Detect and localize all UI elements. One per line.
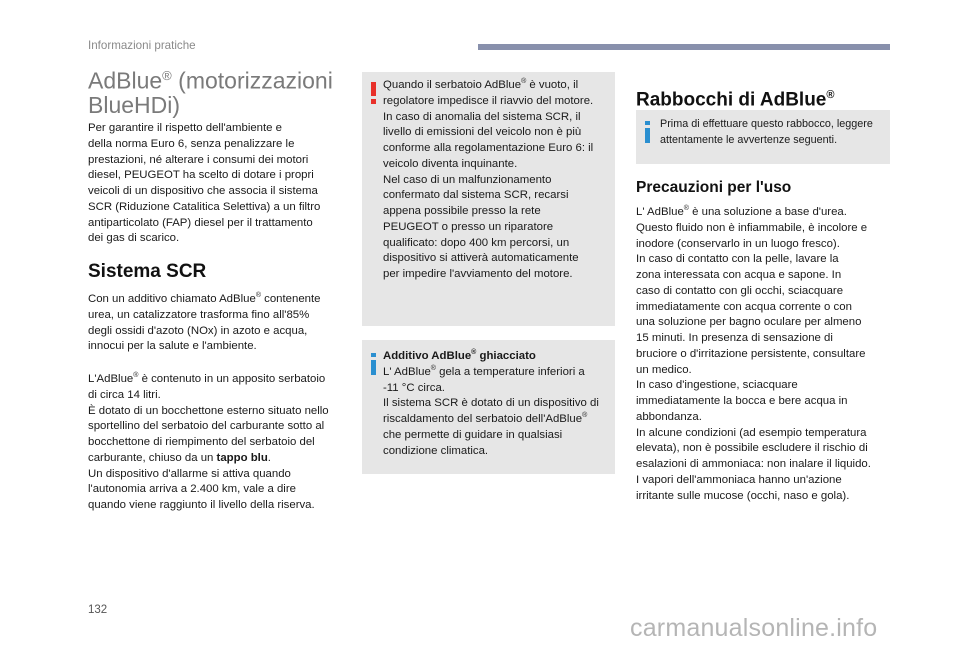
text-line: prestazioni, né alterare i consumi dei motori [88, 153, 309, 166]
text-line: Il sistema SCR è dotato di un dispositivo di [383, 397, 599, 410]
text-line: riscaldamento del serbatoio dell'AdBlue® [383, 412, 588, 425]
text-line: PEUGEOT o presso un riparatore [383, 220, 554, 233]
section-title: Informazioni pratiche [88, 39, 196, 52]
page-title [88, 64, 333, 117]
text-line: che permette di guidare in qualsiasi [383, 428, 563, 441]
text-line: carburante, chiuso da un tappo blu. [88, 451, 271, 464]
text-line: irritante sulle mucose (occhi, naso e gola). [636, 489, 850, 502]
text-line: urea, un catalizzatore trasforma fino all'85% [88, 308, 310, 321]
text-line: confermato dal sistema SCR, recarsi [383, 189, 569, 202]
text-line: qualificato: dopo 400 km percorsi, un [383, 236, 570, 249]
refill-info-text [660, 117, 873, 149]
text-line: elevata), non è possibile escludere il rischio di [636, 442, 868, 455]
text-line: immediatamente la bocca e bere acqua in [636, 395, 848, 407]
text-line: Additivo AdBlue® ghiacciato [383, 349, 536, 362]
text-line: regolatore impedisce il riavvio del motore. [383, 94, 594, 107]
precautions-text [636, 205, 871, 504]
warning-exclamation-icon [371, 82, 376, 104]
text-line: I vapori dell'ammoniaca hanno un'azione [636, 473, 842, 486]
info-icon [645, 121, 651, 143]
text-line: degli ossidi d'azoto (NOx) in azoto e acqua, [88, 324, 308, 337]
text-line: innocui per la salute e l'ambiente. [88, 340, 257, 353]
info-icon [371, 353, 377, 375]
text-line: bruciore o d'irritazione persistente, consultare [636, 347, 866, 360]
text-line: È dotato di un bocchettone esterno situato nello [88, 404, 329, 417]
text-line: In alcune condizioni (ad esempio temperatura [636, 426, 867, 439]
text-line: Nel caso di un malfunzionamento [383, 173, 552, 186]
text-line: una soluzione per bagno oculare per almeno [636, 316, 862, 329]
text-line: l'autonomia arriva a 2.400 km, vale a dire [88, 483, 296, 496]
text-line: Prima di effettuare questo rabbocco, leggere [660, 118, 873, 130]
warning-text [383, 78, 593, 283]
text-line: 15 minuti. In presenza di sensazione di [636, 332, 833, 344]
text-line: dispositivo si attiverà automaticamente [383, 252, 579, 265]
text-line: condizione climatica. [383, 444, 489, 457]
text-line: abbondanza. [636, 410, 702, 423]
text-line: appena possibile presso la rete [383, 205, 541, 217]
info-box-frost [362, 340, 615, 474]
text-line: dei gas di scarico. [88, 232, 180, 245]
text-line: veicolo diventa inquinante. [383, 157, 518, 170]
text-line: per impedire l'avviamento del motore. [383, 268, 573, 280]
intro-paragraph [88, 121, 320, 247]
text-line: attentamente le avvertenze seguenti. [660, 133, 838, 146]
title-line-1: AdBlue® (motorizzazioni [88, 67, 333, 94]
title-line-2: BlueHDi) [88, 91, 181, 118]
text-line: bocchettone di riempimento del serbatoio del [88, 436, 315, 448]
text-line: livello di emissioni del veicolo non è più [383, 126, 582, 139]
text-line: inodore (conservarlo in un luogo fresco). [636, 237, 840, 250]
text-line: zona interessata con acqua e sapone. In [636, 269, 842, 281]
text-line: L' AdBlue® gela a temperature inferiori a [383, 364, 585, 378]
text-line: In caso d'ingestione, sciacquare [636, 379, 798, 392]
text-line: Con un additivo chiamato AdBlue® contenente [88, 292, 321, 305]
text-line: Questo fluido non è infiammabile, è incolore e [636, 221, 868, 234]
warning-box [362, 72, 615, 326]
scr-paragraph-1 [88, 292, 321, 355]
text-line: SCR (Riduzione Catalitica Selettiva) a un filtro [88, 200, 321, 213]
header-bar [478, 44, 890, 50]
frost-info-text [383, 349, 599, 459]
page-number: 132 [88, 604, 108, 616]
text-line: diesel, PEUGEOT ha scelto di dotare i propri [88, 169, 314, 182]
text-line: antiparticolato (FAP) diesel per il trattamento [88, 216, 313, 229]
scr-heading: Sistema SCR [88, 261, 207, 282]
refill-heading: Rabbocchi di AdBlue® [636, 89, 835, 111]
text-line: veicoli di un dispositivo che associa il sistema [88, 185, 318, 197]
text-line: quando viene raggiunto il livello della riserva. [88, 499, 315, 511]
watermark: carmanualsonline.info [630, 614, 878, 642]
text-line: In caso di contatto con la pelle, lavare la [636, 253, 839, 266]
text-line: di circa 14 litri. [88, 388, 161, 401]
precautions-heading: Precauzioni per l'uso [636, 179, 792, 196]
text-line: Un dispositivo d'allarme si attiva quando [88, 467, 291, 480]
text-line: Quando il serbatoio AdBlue® è vuoto, il [383, 78, 579, 91]
text-line: L' AdBlue® è una soluzione a base d'urea. [636, 205, 847, 218]
text-line: un medico. [636, 363, 692, 376]
info-box-refill [636, 110, 890, 164]
text-line: L'AdBlue® è contenuto in un apposito serbatoio [88, 372, 326, 385]
text-line: sportellino del serbatoio del carburante sotto al [88, 420, 325, 433]
text-line: -11 °C circa. [383, 381, 445, 394]
text-line: conforme alla regolamentazione Euro 6: il [383, 142, 594, 154]
text-line: esalazioni di ammoniaca: non inalare il liquido. [636, 458, 871, 470]
scr-paragraph-2 [88, 372, 329, 514]
text-line: Per garantire il rispetto dell'ambiente e [88, 122, 283, 134]
text-line: caso di contatto con gli occhi, sciacquare [636, 284, 844, 297]
text-line: immediatamente con acqua corrente o con [636, 300, 852, 313]
text-line: In caso di anomalia del sistema SCR, il [383, 110, 581, 123]
text-line: della norma Euro 6, senza penalizzare le [88, 137, 295, 150]
